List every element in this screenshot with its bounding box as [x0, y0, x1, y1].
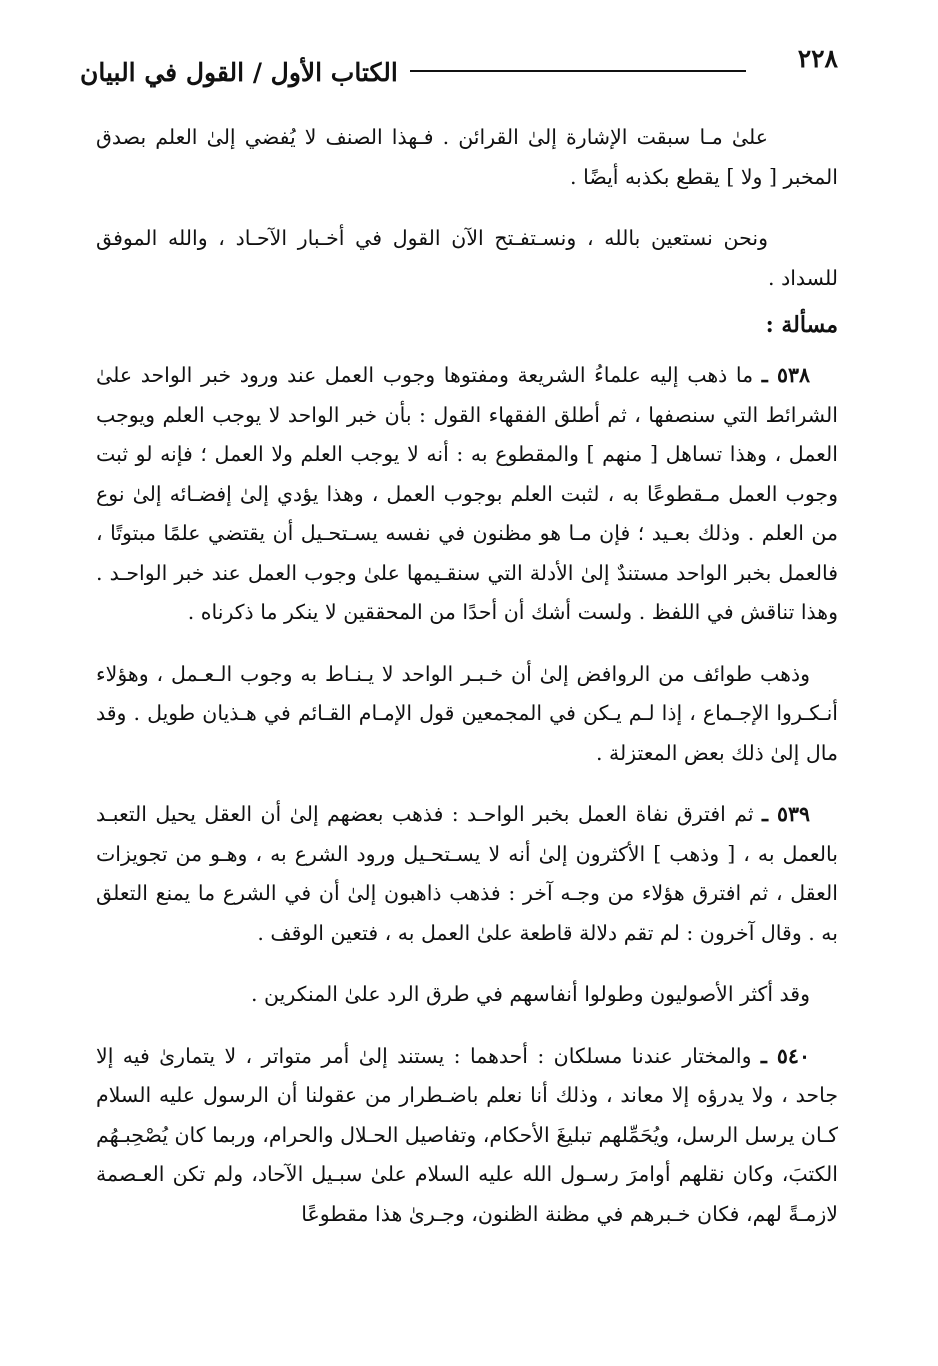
paragraph-text: ما ذهب إليه علماءُ الشريعة ومفتوها وجوب العمل عند ورود خبر الواحد علىٰ الشرائط التي سنصفها ، ثم أطلق الفقهاء القول : بأن خبر الواحد لا يوجب العلم ويوجب العمل ، وهذا تساهل [ منهم ] والمقطوع به : أنه لا يوجب العلم ولا العمل ؛ فإنه لو ثبت وجوب العمل مـقطوعًا به ، لثبت العلم بوجوب العمل ، وهذا يؤدي إلىٰ إفضـائه إلىٰ نوع من العلم . وذلك بعـيد ؛ فإن مـا هو مظنون في نفسه يسـتحـيل أن يقتضي علمًا مبتوتًا ، فالعمل بخبر الواحد مستندٌ إلىٰ الأدلة التي سنقـيمها علىٰ وجوب العمل عند خبر الواحـد . وهذا تناقش في اللفظ . ولست أشك أن أحدًا من المحققين لا ينكر ما ذكرناه . — [96, 363, 838, 624]
paragraph-text: ثم افترق نفاة العمل بخبر الواحـد : فذهب بعضهم إلىٰ أن العقل يحيل التعبـد بالعمل به ، [ وذهب ] الأكثرون إلىٰ أنه لا يسـتحـيل ورود الشرع به ، وهـو من تجويزات العقل ، ثم افترق هؤلاء من وجـه آخر : فذهب ذاهبون إلىٰ أن في الشرع ما يمنع التعلق به . وقال آخرون : لم تقم دلالة قاطعة علىٰ العمل به ، فتعين الوقف . — [96, 802, 838, 945]
paragraph-text: ونحن نستعين بالله ، ونسـتفـتح الآن القول في أخـبار الآحـاد ، والله الموفق للسداد . — [96, 226, 838, 290]
page-number: ٢٢٨ — [797, 44, 838, 73]
paragraph — [96, 655, 838, 774]
header-rule — [410, 70, 746, 72]
paragraph-text: والمختار عندنا مسلكان : أحدهما : يستند إلىٰ أمر متواتر ، لا يتمارىٰ فيه إلا جاحد ، ولا يدرؤه إلا معاند ، وذلك أنا نعلم باضـطرار من عقولنا أن الرسول عليه السلام كـان يرسل الرسل، ويُحَمِّلهم تبليغَ الأحكام، وتفاصيل الحـلال والحرام، وربما كان يُصْحِبـهُم الكتبَ، وكان نقلهم أوامرَ رسـول الله عليه السلام علىٰ سبـيل الآحاد، ولم تكن العـصمة لازمـةً لهم، فكان خـبرهم في مظنة الظنون، وجـرىٰ هذا مقطوعًا — [95, 1043, 838, 1226]
body-text — [96, 118, 838, 1234]
running-header — [80, 44, 838, 94]
numbered-paragraph-538 — [96, 356, 838, 633]
running-title: الكتاب الأول / القول في البيان — [80, 58, 398, 87]
paragraph-text: وذهب طوائف من الروافض إلىٰ أن خـبـر الواحد لا يـنـاط به وجوب الـعـمل ، وهؤلاء أنـكـروا الإجـماع ، إذا لـم يـكن في المجمعين قول الإمـام القـائم في هـذيان طويل . وقد مال إلىٰ ذلك بعض المعتزلة . — [96, 661, 838, 765]
numbered-paragraph-540 — [96, 1037, 838, 1235]
paragraph-text: علىٰ مـا سبقت الإشارة إلىٰ القرائن . فـهذا الصنف لا يُفضي إلىٰ العلم بصدق المخبر [ ولا ] يقطع بكذبه أيضًا . — [96, 125, 838, 189]
paragraph — [96, 219, 838, 298]
numbered-paragraph-539 — [96, 795, 838, 953]
paragraph — [96, 118, 838, 197]
paragraph — [96, 975, 838, 1015]
paragraph-number: ٥٣٨ ـ — [761, 363, 810, 387]
paragraph-number: ٥٤٠ ـ — [760, 1043, 810, 1068]
paragraph-number: ٥٣٩ ـ — [761, 802, 810, 826]
paragraph-text: وقد أكثر الأصوليون وطولوا أنفاسهم في طرق الرد علىٰ المنكرين . — [250, 982, 810, 1006]
section-heading: مسألة : — [765, 312, 838, 338]
